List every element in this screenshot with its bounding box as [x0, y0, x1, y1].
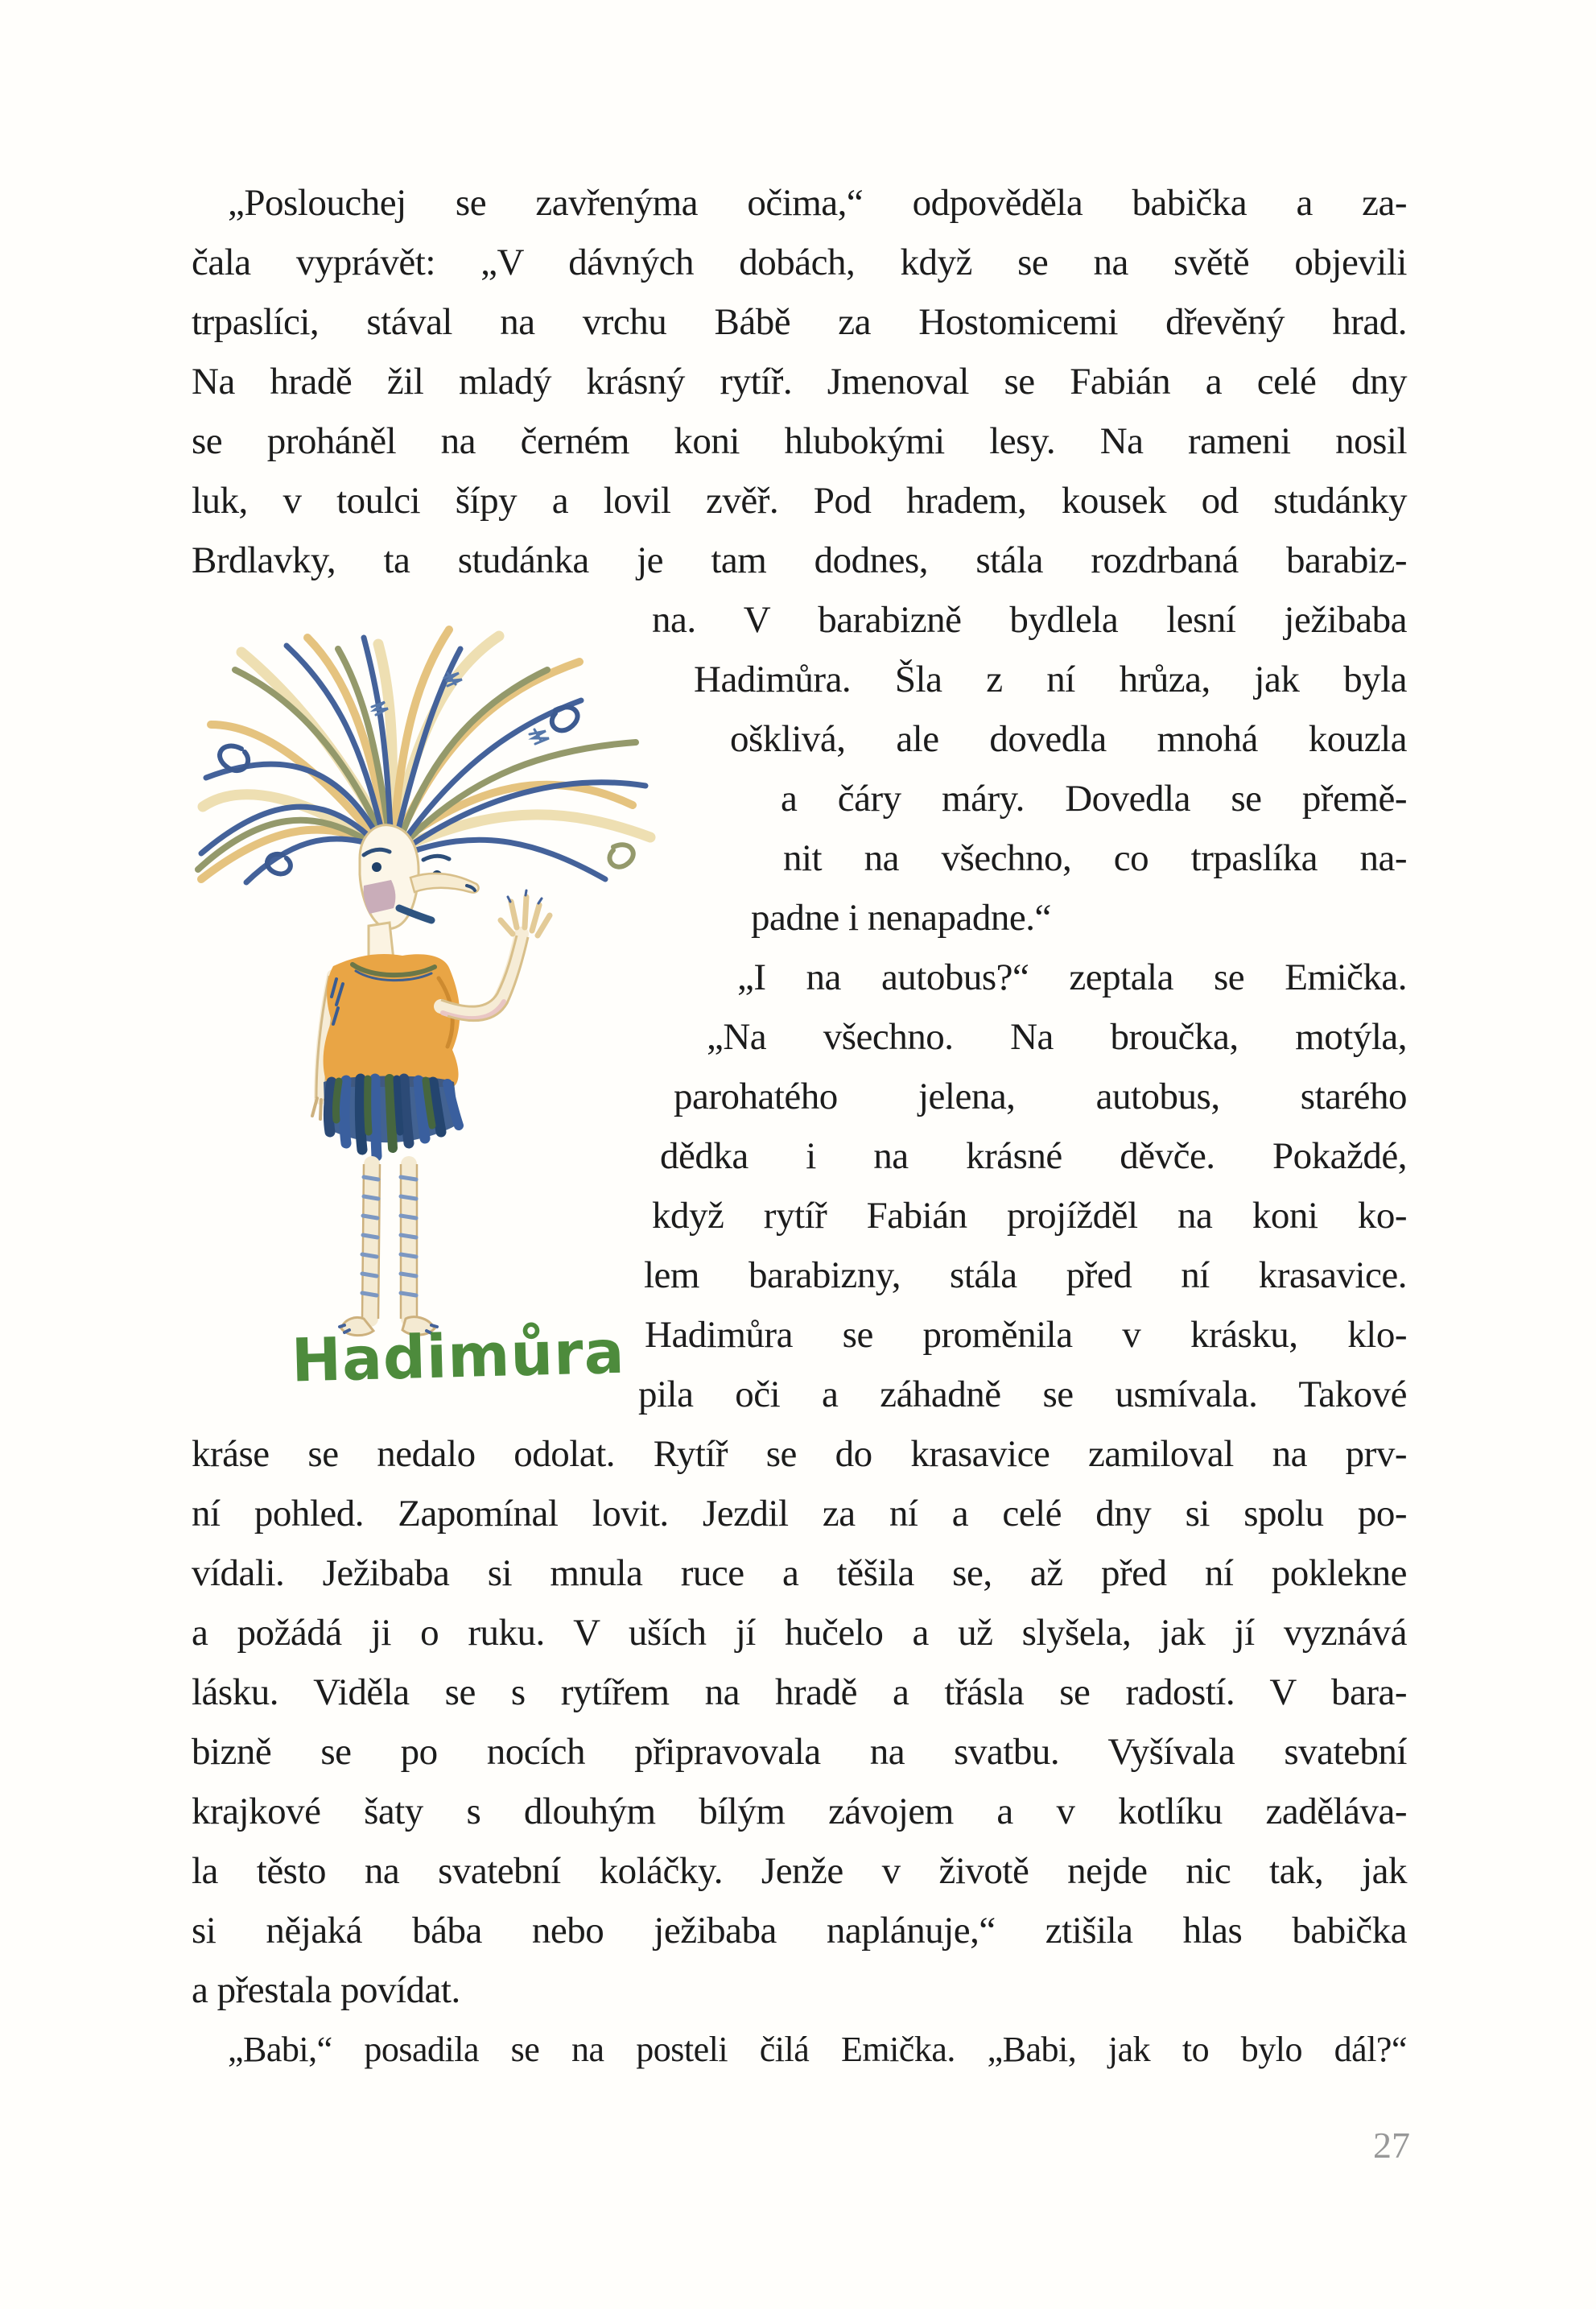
story-line: a přestala povídat.: [192, 1969, 460, 2011]
story-line: kráse se nedalo odolat. Rytíř se do krasavice zamiloval na prv-: [192, 1433, 1407, 1475]
story-line: si nějaká bába nebo ježibaba naplánuje,“ ztišila hlas babička: [192, 1910, 1407, 1952]
story-line: bizně se po nocích připravovala na svatbu. Vyšívala svatební: [192, 1731, 1407, 1773]
story-line: a čáry máry. Dovedla se přemě-: [781, 778, 1407, 820]
story-line: „I na autobus?“ zeptala se Emička.: [737, 956, 1407, 998]
story-line: „Babi,“ posadila se na posteli čilá Emička. „Babi, jak to bylo dál?“: [228, 2030, 1407, 2069]
page-number: 27: [1373, 2125, 1410, 2166]
story-line: parohatého jelena, autobus, starého: [674, 1076, 1407, 1117]
story-line: krajkové šaty s dlouhým bílým závojem a v kotlíku zaděláva-: [192, 1791, 1407, 1832]
story-line: Hadimůra. Šla z ní hrůza, jak byla: [694, 659, 1407, 700]
story-line: Na hradě žil mladý krásný rytíř. Jmenoval se Fabián a celé dny: [192, 361, 1407, 403]
witch-illustration: [184, 618, 668, 1345]
story-line: když rytíř Fabián projížděl na koni ko-: [652, 1195, 1407, 1237]
story-line: ošklivá, ale dovedla mnohá kouzla: [730, 718, 1407, 760]
story-line: padne i nenapadne.“: [751, 897, 1051, 939]
story-line: pila oči a záhadně se usmívala. Takové: [638, 1373, 1407, 1415]
story-line: se proháněl na černém koni hlubokými lesy. Na rameni nosil: [192, 420, 1407, 462]
story-line: vídali. Ježibaba si mnula ruce a těšila se, až před ní poklekne: [192, 1552, 1407, 1594]
story-line: dědka i na krásné děvče. Pokaždé,: [660, 1135, 1407, 1177]
story-line: ní pohled. Zapomínal lovit. Jezdil za ní a celé dny si spolu po-: [192, 1493, 1407, 1535]
story-line: lásku. Viděla se s rytířem na hradě a třásla se radostí. V bara-: [192, 1671, 1407, 1713]
story-line: „Na všechno. Na broučka, motýla,: [707, 1016, 1407, 1058]
story-line: „Poslouchej se zavřenýma očima,“ odpověděla babička a za-: [228, 182, 1407, 224]
story-line: nit na všechno, co trpaslíka na-: [783, 837, 1407, 879]
story-line: čala vyprávět: „V dávných dobách, když se na světě objevili: [192, 242, 1407, 283]
story-line: a požádá ji o ruku. V uších jí hučelo a už slyšela, jak jí vyznává: [192, 1612, 1407, 1654]
story-line: Brdlavky, ta studánka je tam dodnes, stála rozdrbaná barabiz-: [192, 539, 1407, 581]
story-line: la těsto na svatební koláčky. Jenže v životě nejde nic tak, jak: [192, 1850, 1407, 1892]
story-line: lem barabizny, stála před ní krasavice.: [644, 1254, 1407, 1296]
story-line: trpaslíci, stával na vrchu Bábě za Hostomicemi dřevěný hrad.: [192, 301, 1407, 343]
story-line: luk, v toulci šípy a lovil zvěř. Pod hradem, kousek od studánky: [192, 480, 1407, 522]
story-line: na. V barabizně bydlela lesní ježibaba: [652, 599, 1407, 641]
illustration-caption: Hadimůra: [290, 1317, 626, 1396]
story-line: Hadimůra se proměnila v krásku, klo-: [645, 1314, 1407, 1356]
